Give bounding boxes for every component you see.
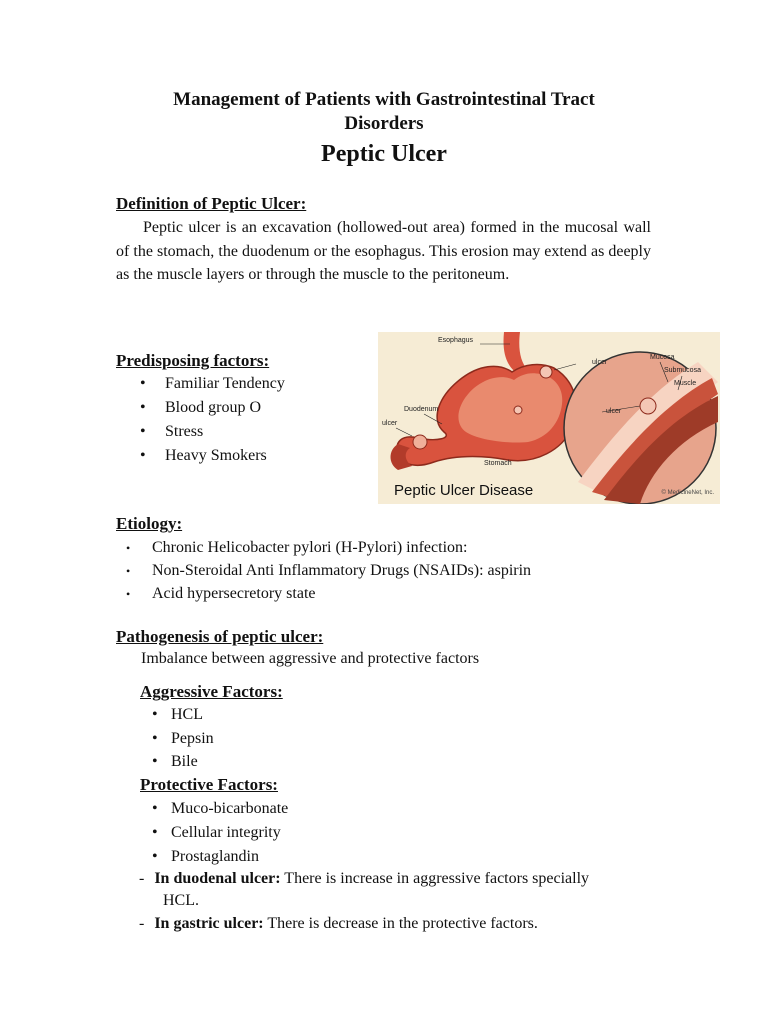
- label-ulcer-mid: ulcer: [606, 408, 622, 415]
- gastric-ulcer-note: - In gastric ulcer: There is decrease in the protective factors.: [139, 915, 538, 932]
- list-item: • Chronic Helicobacter pylori (H-Pylori) infection:: [126, 539, 468, 556]
- document-title: [0, 88, 768, 136]
- label-submucosa: Submucosa: [664, 367, 701, 374]
- label-muscle: Muscle: [674, 380, 697, 387]
- peptic-ulcer-illustration: [378, 332, 720, 504]
- protective-heading: Protective Factors:: [140, 775, 278, 794]
- definition-heading: Definition of Peptic Ulcer:: [116, 194, 307, 213]
- definition-paragraph: [116, 216, 651, 287]
- gastric-label: In gastric ulcer:: [154, 915, 264, 932]
- label-ulcer-left: ulcer: [382, 420, 398, 427]
- document-subtitle: Peptic Ulcer: [321, 141, 447, 167]
- list-item: • Non-Steroidal Anti Inflammatory Drugs (NSAIDs): aspirin: [126, 562, 532, 579]
- aggressive-heading: Aggressive Factors:: [140, 682, 283, 701]
- etiology-heading: Etiology:: [116, 514, 183, 533]
- title-line-2: Disorders: [344, 113, 424, 134]
- gastric-text: There is decrease in the protective factors.: [263, 915, 538, 932]
- figure-credit: © MedicineNet, Inc.: [661, 490, 714, 496]
- pathogenesis-heading: Pathogenesis of peptic ulcer:: [116, 627, 324, 646]
- title-line-1: Management of Patients with Gastrointestinal Tract: [173, 89, 595, 110]
- label-stomach: Stomach: [484, 460, 512, 467]
- predisposing-heading: Predisposing factors:: [116, 351, 270, 370]
- duodenal-text: There is increase in aggressive factors specially: [280, 870, 590, 887]
- label-esophagus: Esophagus: [438, 337, 474, 344]
- pathogenesis-intro: Imbalance between aggressive and protective factors: [141, 650, 480, 667]
- list-item: • Acid hypersecretory state: [126, 585, 316, 602]
- duodenal-label: In duodenal ulcer:: [154, 870, 281, 887]
- etiology-list: [126, 536, 646, 605]
- figure-caption: Peptic Ulcer Disease: [394, 482, 534, 499]
- label-mucosa: Mucosa: [650, 354, 675, 361]
- definition-text: Peptic ulcer is an excavation (hollowed-out area) formed in the mucosal wall of the stomach, the duodenum or the esophagus. This erosion may extend as deeply as the muscle layers or through the muscle to the peritoneum.: [116, 219, 651, 283]
- label-ulcer-top: ulcer: [592, 359, 608, 366]
- label-duodenum: Duodenum: [404, 406, 439, 413]
- duodenal-ulcer-cont: HCL.: [163, 892, 199, 909]
- duodenal-ulcer-note: - In duodenal ulcer: There is increase in aggressive factors specially: [139, 870, 590, 887]
